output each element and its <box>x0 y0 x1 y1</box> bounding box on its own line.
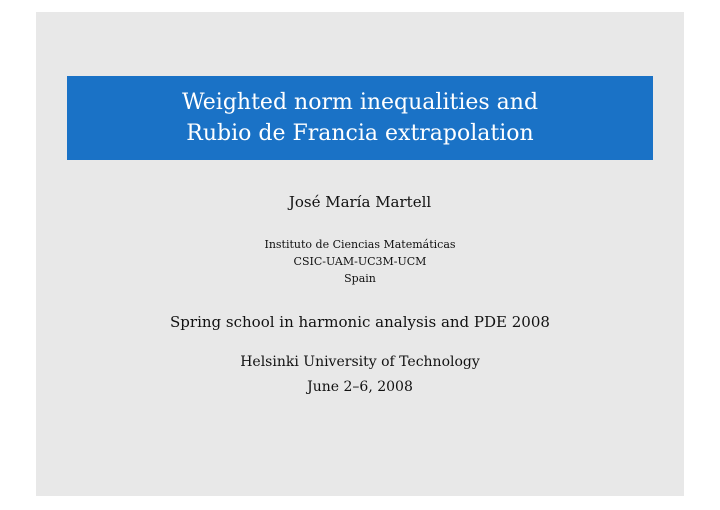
institution-line-2: CSIC-UAM-UC3M-UCM <box>293 255 427 268</box>
venue-date: June 2–6, 2008 <box>307 379 413 395</box>
title-block <box>67 76 653 160</box>
venue-place: Helsinki University of Technology <box>240 354 480 370</box>
institution <box>36 236 684 287</box>
venue <box>36 350 684 400</box>
slide <box>36 12 684 496</box>
title-line-1: Weighted norm inequalities and <box>181 90 539 115</box>
event-name: Spring school in harmonic analysis and PDE 2008 <box>170 313 550 331</box>
institution-line-3: Spain <box>344 272 376 285</box>
institution-line-1: Instituto de Ciencias Matemáticas <box>264 238 456 251</box>
author-name: José María Martell <box>288 193 432 211</box>
title-line-2: Rubio de Francia extrapolation <box>186 121 534 146</box>
